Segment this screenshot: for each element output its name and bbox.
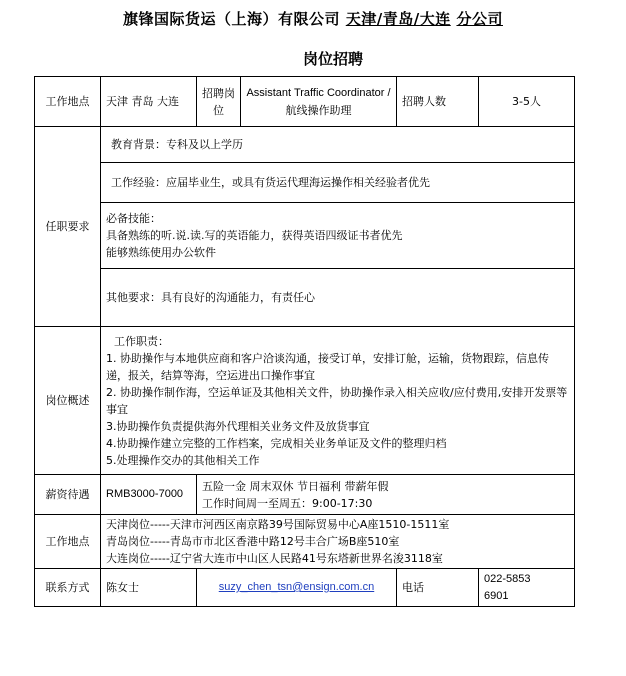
- table-row: [35, 127, 575, 163]
- salary-label: 薪资待遇: [35, 475, 101, 515]
- work-location-value: 天津 青岛 大连: [101, 77, 197, 127]
- phone-value: [479, 569, 575, 607]
- table-row: [35, 327, 575, 475]
- duty-item: 2. 协助操作制作海，空运单证及其他相关文件，协助操作录入相关应收/应付费用,安排开发票等事宜: [106, 385, 568, 416]
- skills-requirement: [101, 203, 575, 269]
- table-row: [35, 163, 575, 203]
- skills-line: 能够熟练使用办公软件: [106, 246, 216, 259]
- phone-line: 6901: [484, 589, 509, 602]
- phone-line: 022-5853: [484, 572, 531, 585]
- duties-cell: [101, 327, 575, 475]
- duties-title: 工作职责：: [114, 334, 169, 348]
- headcount-label: 招聘人数: [397, 77, 479, 127]
- job-posting-table: [34, 76, 575, 607]
- work-location-label: 工作地点: [35, 77, 101, 127]
- table-row: [35, 515, 575, 569]
- skills-title: 必备技能：: [106, 212, 161, 225]
- company-branches: 天津/青岛/大连: [345, 10, 451, 28]
- phone-label: 电话: [397, 569, 479, 607]
- education-requirement: 教育背景：专科及以上学历: [101, 127, 575, 163]
- table-row: [35, 77, 575, 127]
- table-row: [35, 569, 575, 607]
- duty-item: 4.协助操作建立完整的工作档案，完成相关业务单证及文件的整理归档: [106, 436, 447, 450]
- email-link[interactable]: suzy_chen_tsn@ensign.com.cn: [218, 581, 375, 593]
- email-cell: [197, 569, 397, 607]
- benefits: 五险一金 周末双休 节日福利 带薪年假: [202, 479, 389, 493]
- work-hours: 工作时间周一至周五：9:00-17:30: [202, 496, 373, 510]
- position-label: 招聘岗位: [197, 77, 241, 127]
- address-line: 天津岗位-----天津市河西区南京路39号国际贸易中心A座1510-1511室: [106, 518, 450, 531]
- duty-item: 5.处理操作交办的其他相关工作: [106, 453, 260, 467]
- table-row: [35, 475, 575, 515]
- table-row: [35, 269, 575, 327]
- page-title: 岗位招聘: [302, 50, 363, 68]
- experience-requirement: 工作经验：应届毕业生，或具有货运代理海运操作相关经验者优先: [101, 163, 575, 203]
- skills-line: 具备熟练的听.说.读.写的英语能力，获得英语四级证书者优先: [106, 229, 403, 242]
- addresses-cell: [101, 515, 575, 569]
- company-prefix: 旗锋国际货运（上海）有限公司: [123, 10, 341, 28]
- requirements-label: 任职要求: [35, 127, 101, 327]
- company-title: [0, 8, 626, 29]
- duty-item: 1. 协助操作与本地供应商和客户洽谈沟通，接受订单，安排订舱，运输，货物跟踪，信息传递，报关，结算等海，空运进出口操作事宜: [106, 351, 549, 382]
- contact-label: 联系方式: [35, 569, 101, 607]
- other-requirements: 其他要求：具有良好的沟通能力，有责任心: [101, 269, 575, 327]
- position-value-en: Assistant Traffic Coordinator /: [246, 87, 391, 99]
- address-line: 青岛岗位-----青岛市市北区香港中路12号丰合广场B座510室: [106, 535, 400, 548]
- position-value: [241, 77, 397, 127]
- benefits-cell: [197, 475, 575, 515]
- duty-item: 3.协助操作负责提供海外代理相关业务文件及放货事宜: [106, 419, 370, 433]
- address-line: 大连岗位-----辽宁省大连市中山区人民路41号东塔新世界名浚3118室: [106, 552, 443, 565]
- contact-name: 陈女士: [101, 569, 197, 607]
- headcount-value: 3-5人: [479, 77, 575, 127]
- address-label: 工作地点: [35, 515, 101, 569]
- table-row: [35, 203, 575, 269]
- overview-label: 岗位概述: [35, 327, 101, 475]
- company-suffix: 分公司: [456, 10, 503, 28]
- position-value-cn: 航线操作助理: [285, 104, 352, 117]
- salary-value: RMB3000-7000: [101, 475, 197, 515]
